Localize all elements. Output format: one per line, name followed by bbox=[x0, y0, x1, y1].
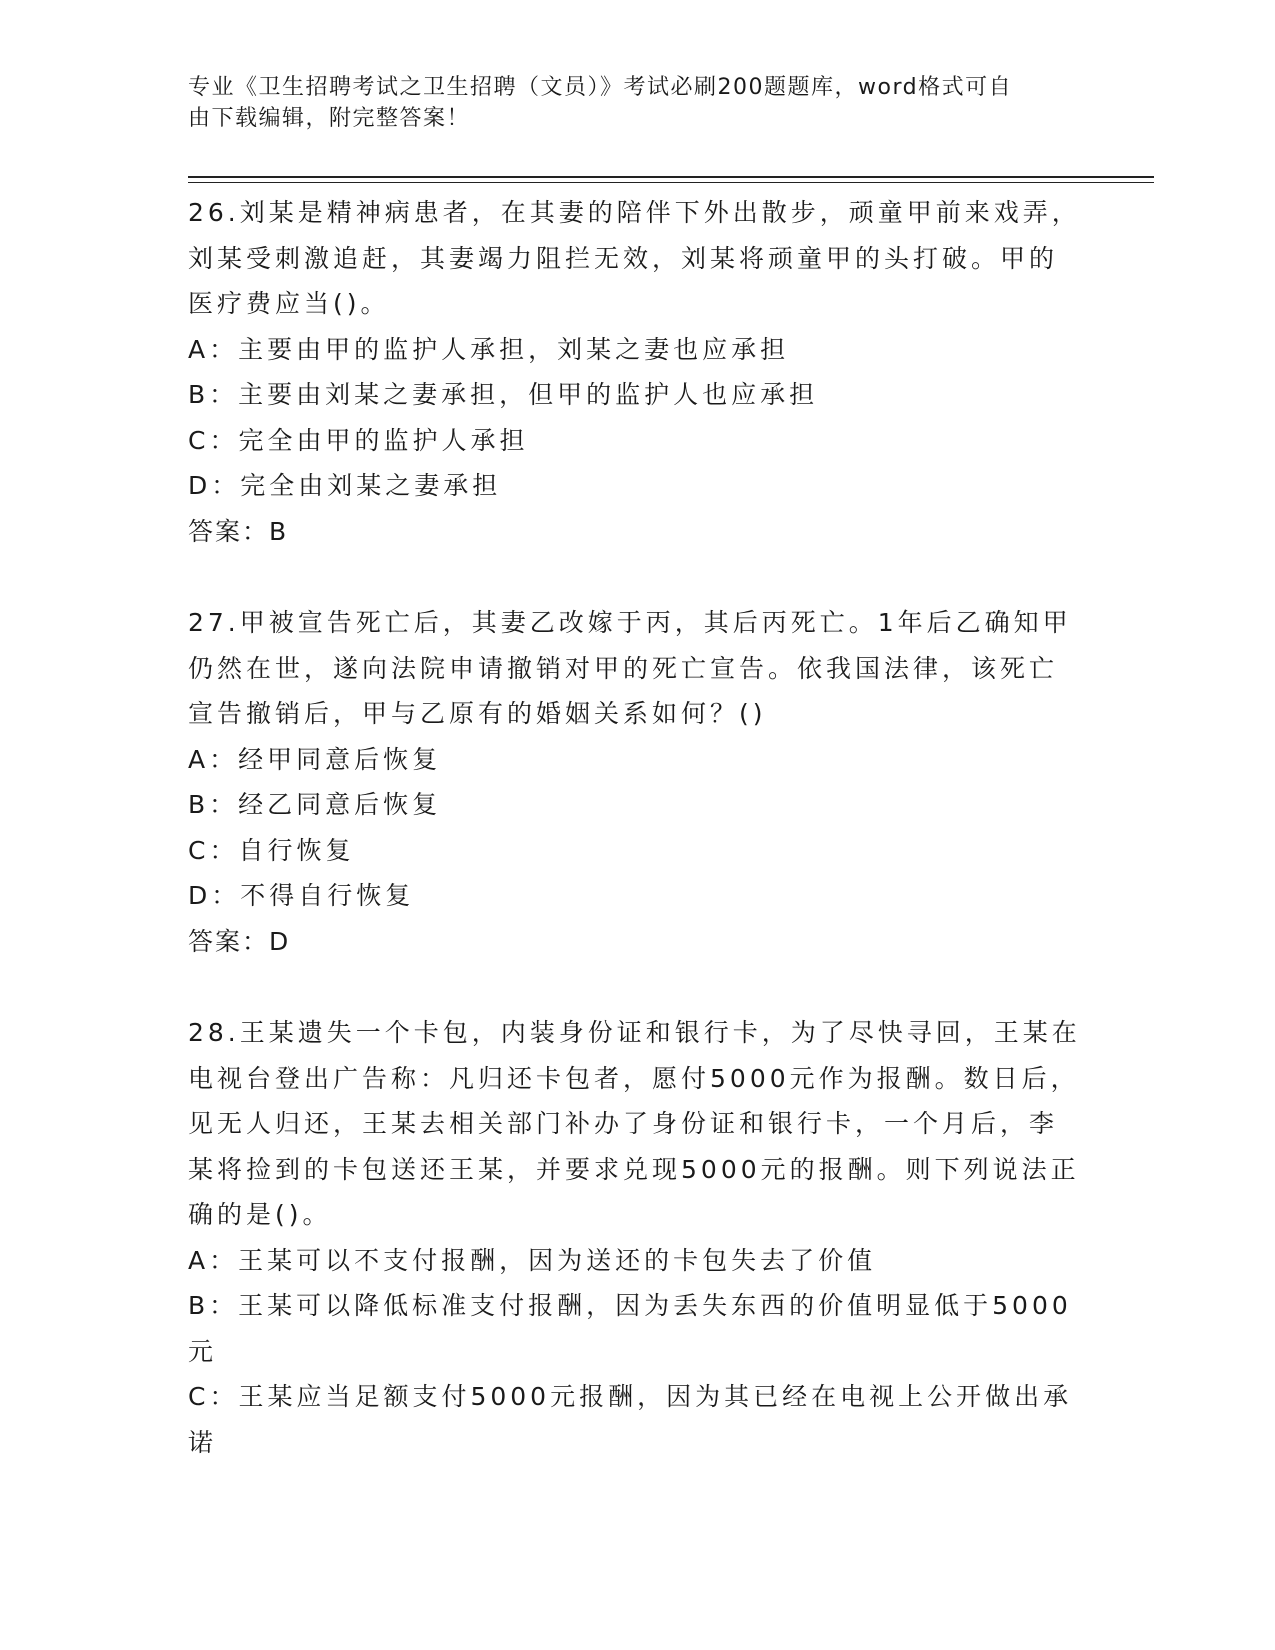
header-line-2: 由下载编辑，附完整答案！ bbox=[188, 106, 471, 131]
stem-line: 26.刘某是精神病患者，在其妻的陪伴下外出散步，顽童甲前来戏弄， bbox=[188, 198, 1081, 227]
stem-line: 见无人归还，王某去相关部门补办了身份证和银行卡，一个月后，李 bbox=[188, 1109, 1059, 1138]
option-a: A：经甲同意后恢复 bbox=[188, 744, 442, 774]
answer-line: 答案：B bbox=[188, 516, 289, 546]
option-b: B：主要由刘某之妻承担，但甲的监护人也应承担 bbox=[188, 380, 819, 409]
stem-line: 宣告撤销后，甲与乙原有的婚姻关系如何？() bbox=[188, 699, 767, 728]
option-b-continued: 元 bbox=[188, 1336, 218, 1366]
header-line-1: 专业《卫生招聘考试之卫生招聘（文员）》考试必刷200题题库，word格式可自 bbox=[188, 75, 1013, 100]
option-c: C：完全由甲的监护人承担 bbox=[188, 425, 529, 455]
question-stem bbox=[188, 600, 1088, 737]
option-b: B：经乙同意后恢复 bbox=[188, 790, 442, 819]
option-b: B：王某可以降低标准支付报酬，因为丢失东西的价值明显低于5000 bbox=[188, 1291, 1072, 1320]
stem-line: 刘某受刺激追赶，其妻竭力阻拦无效，刘某将顽童甲的头打破。甲的 bbox=[188, 243, 1059, 273]
question-spacer bbox=[188, 554, 1088, 600]
stem-line: 医疗费应当()。 bbox=[188, 289, 390, 318]
document-header bbox=[188, 72, 1068, 134]
question-spacer bbox=[188, 964, 1088, 1010]
question-28 bbox=[188, 1010, 1088, 1465]
stem-line: 确的是()。 bbox=[188, 1200, 332, 1229]
question-stem bbox=[188, 1010, 1088, 1238]
header-divider-thick bbox=[188, 176, 1154, 178]
option-d: D：完全由刘某之妻承担 bbox=[188, 471, 502, 500]
question-26 bbox=[188, 190, 1088, 554]
answer-line: 答案：D bbox=[188, 926, 291, 956]
option-c: C：自行恢复 bbox=[188, 835, 355, 865]
stem-line: 某将捡到的卡包送还王某，并要求兑现5000元的报酬。则下列说法正 bbox=[188, 1154, 1080, 1184]
option-a: A：王某可以不支付报酬，因为送还的卡包失去了价值 bbox=[188, 1245, 877, 1275]
header-divider-thin bbox=[188, 182, 1154, 183]
question-list bbox=[188, 190, 1088, 1465]
option-d: D：不得自行恢复 bbox=[188, 881, 415, 910]
stem-line: 仍然在世，遂向法院申请撤销对甲的死亡宣告。依我国法律，该死亡 bbox=[188, 653, 1059, 683]
question-27 bbox=[188, 600, 1088, 964]
option-c-continued: 诺 bbox=[188, 1427, 218, 1457]
stem-line: 27.甲被宣告死亡后，其妻乙改嫁于丙，其后丙死亡。1年后乙确知甲 bbox=[188, 608, 1072, 637]
option-c: C：王某应当足额支付5000元报酬，因为其已经在电视上公开做出承 bbox=[188, 1382, 1073, 1411]
stem-line: 电视台登出广告称：凡归还卡包者，愿付5000元作为报酬。数日后， bbox=[188, 1063, 1080, 1093]
option-a: A：主要由甲的监护人承担，刘某之妻也应承担 bbox=[188, 334, 790, 364]
stem-line: 28.王某遗失一个卡包，内装身份证和银行卡，为了尽快寻回，王某在 bbox=[188, 1018, 1081, 1047]
question-stem bbox=[188, 190, 1088, 327]
